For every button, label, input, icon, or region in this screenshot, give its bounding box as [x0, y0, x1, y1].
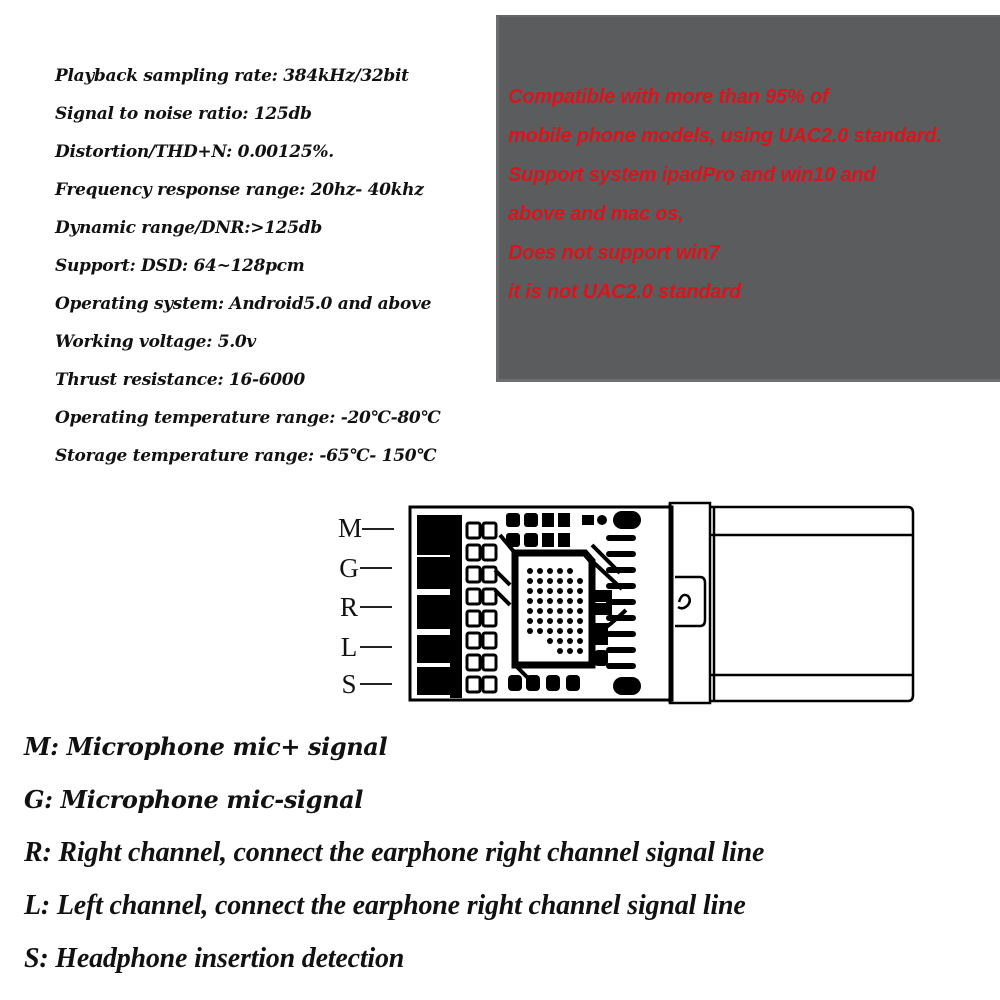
notice-line: it is not UAC2.0 standard: [508, 281, 741, 303]
notice-line: mobile phone models, using UAC2.0 standard.: [508, 125, 942, 147]
spec-playback-sampling-rate: Playback sampling rate: 384kHz/32bit: [55, 66, 409, 86]
notice-line: above and mac os,: [508, 203, 684, 225]
spec-thrust-resistance: Thrust resistance: 16-6000: [55, 370, 305, 390]
spec-working-voltage: Working voltage: 5.0v: [55, 332, 256, 352]
notice-line: Does not support win7: [508, 242, 720, 264]
spec-operating-system: Operating system: Android5.0 and above: [55, 294, 432, 314]
spec-storage-temperature: Storage temperature range: -65℃- 150℃: [55, 446, 437, 466]
compatibility-notice-text: [508, 82, 942, 316]
notice-line: Support system ipadPro and win10 and: [508, 164, 876, 186]
pin-label-g: G: [339, 553, 359, 583]
pin-label-s: S: [341, 669, 357, 699]
legend-item-s: S: Headphone insertion detection: [24, 943, 405, 974]
legend-item-r: R: Right channel, connect the earphone right channel signal line: [24, 837, 765, 868]
notice-line: Compatible with more than 95% of: [508, 86, 829, 108]
pcb-pinout-diagram: [330, 495, 930, 715]
specifications-list: [55, 62, 441, 480]
pin-legend: [24, 728, 764, 993]
spec-distortion-thd: Distortion/THD+N: 0.00125%.: [55, 142, 334, 162]
spec-signal-to-noise-ratio: Signal to noise ratio: 125db: [55, 104, 312, 124]
compatibility-notice-box: [496, 15, 1000, 382]
legend-item-g: G: Microphone mic-signal: [24, 785, 363, 814]
spec-operating-temperature: Operating temperature range: -20℃-80℃: [55, 408, 441, 428]
pcb-drawing: [330, 495, 930, 715]
pin-label-r: R: [339, 592, 358, 622]
legend-item-m: M: Microphone mic+ signal: [24, 732, 388, 761]
spec-dsd-support: Support: DSD: 64~128pcm: [55, 256, 305, 276]
pin-label-m: M: [338, 513, 363, 543]
spec-frequency-response: Frequency response range: 20hz- 40khz: [55, 180, 424, 200]
spec-dynamic-range: Dynamic range/DNR:>125db: [55, 218, 322, 238]
pin-label-l: L: [340, 632, 358, 662]
legend-item-l: L: Left channel, connect the earphone right channel signal line: [24, 890, 746, 921]
